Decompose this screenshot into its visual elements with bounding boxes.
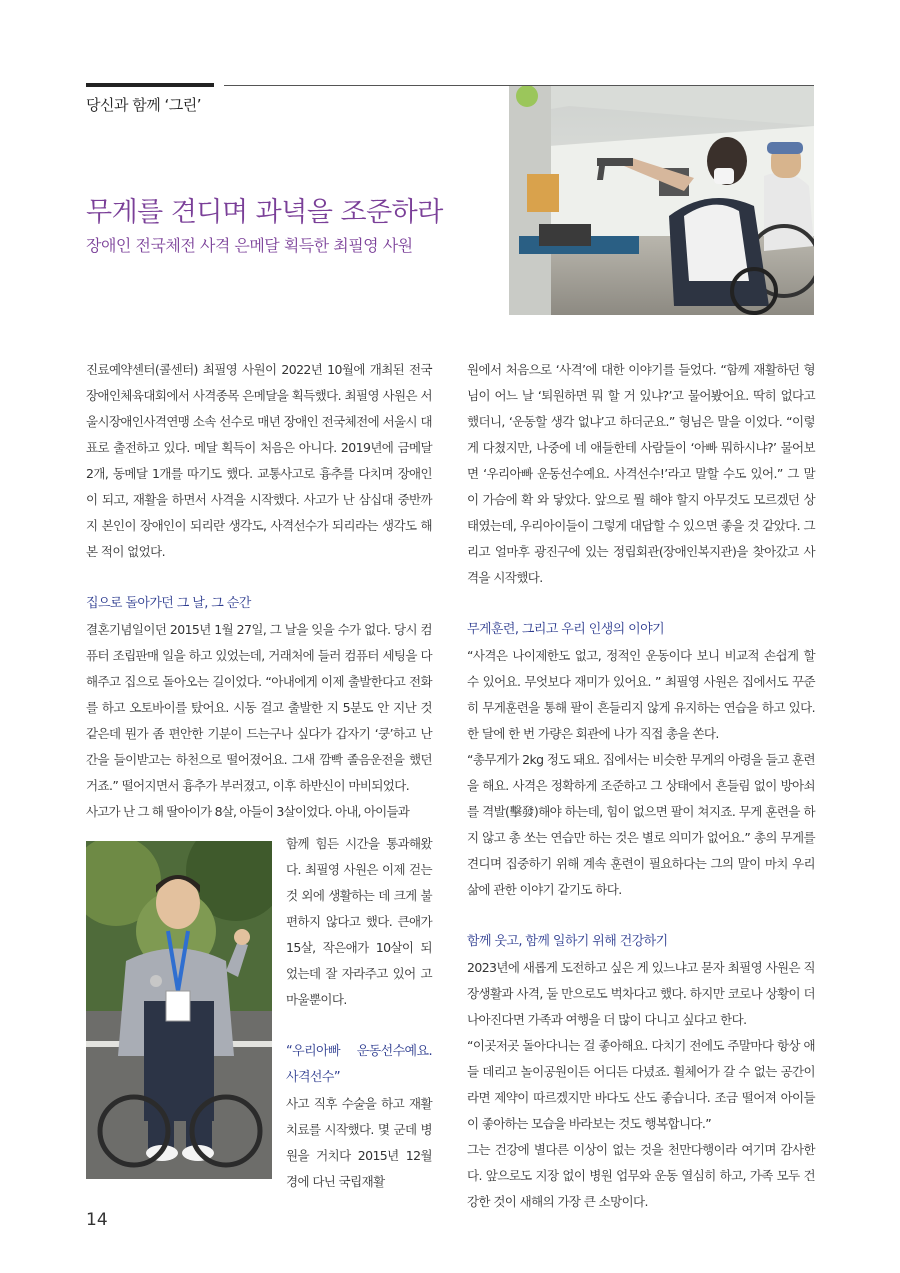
story-paragraph-5: “사격은 나이제한도 없고, 정적인 운동이다 보니 비교적 손쉽게 할 수 있어요. 무엇보다 재미가 있어요. ” 최필영 사원은 집에서도 꾸준히 무게훈련을 통해 팔이 흔들리지 않게 유지하는 연습을 하고 있다. 한 달에 한 번 가량은 회관에 나가 직접 총을 쏜다. xyxy=(467,648,815,741)
story-paragraph-7: 2023년에 새롭게 도전하고 싶은 게 있느냐고 묻자 최필영 사원은 직장생활과 사격, 둘 만으로도 벅차다고 했다. 하지만 코로나 상황이 더 나아진다면 가족과 여행을 더 많이 다니고 싶다고 한다. xyxy=(467,960,815,1027)
story-paragraph-3: 사고 직후 수술을 하고 재활치료를 시작했다. 몇 군데 병원을 거치다 2015년 12월경에 다닌 국립재활 xyxy=(286,1096,432,1189)
story-paragraph-2-wrap: 함께 힘든 시간을 통과해왔다. 최필영 사원은 이제 걷는 것 외에 생활하는 데 크게 불편하지 않다고 했다. 큰애가 15살, 작은애가 10살이 되었는데 잘 자라주고 있어 고마울뿐이다. xyxy=(286,836,432,1007)
shooting-range-photo xyxy=(509,86,814,315)
story-paragraph-2-lead: 사고가 난 그 해 딸아이가 8살, 아들이 3살이었다. 아내, 아이들과 xyxy=(86,804,409,819)
intro-paragraph: 진료예약센터(콜센터) 최필영 사원이 2022년 10월에 개최된 전국장애인체육대회에서 사격종목 은메달을 획득했다. 최필영 사원은 서울시장애인사격연맹 소속 선수로 매년 장애인 전국체전에 서울시 대표로 출전하고 있다. 메달 획득이 처음은 아니다. 2019년에 금메달 2개, 동메달 1개를 따기도 했다. 교통사고로 흉추를 다치며 장애인이 되고, 재활을 하면서 사격을 시작했다. 사고가 난 삼십대 중반까지 본인이 장애인이 되리란 생각도, 사격선수가 되리라는 생각도 해본 적이 없었다. xyxy=(86,362,432,559)
right-column xyxy=(467,357,815,1215)
section-heading-2: 무게훈련, 그리고 우리 인생의 이야기 xyxy=(467,622,665,637)
story-paragraph-1: 결혼기념일이던 2015년 1월 27일, 그 날을 잊을 수가 없다. 당시 컴퓨터 조립판매 일을 하고 있었는데, 거래처에 들러 컴퓨터 세팅을 다 해주고 집으로 돌아오는 길이었다. “아내에게 이제 출발한다고 전화를 하고 오토바이를 탔어요. 시동 걸고 출발한 지 5분도 안 지난 것 같은데 뭔가 좀 편안한 기분이 드는구나 싶다가 갑자기 ‘쿵’하고 난간을 들이받고는 하천으로 떨어졌어요. 그새 깜빡 졸음운전을 했던 거죠.” 떨어지면서 흉추가 부러졌고, 이후 하반신이 마비되었다. xyxy=(86,622,432,793)
quote-heading: “우리아빠 운동선수예요. 사격선수” xyxy=(286,1044,432,1085)
section-heading-1: 집으로 돌아가던 그 날, 그 순간 xyxy=(86,596,251,611)
page-title: 무게를 견디며 과녁을 조준하라 xyxy=(86,197,443,228)
story-paragraph-4: 원에서 처음으로 ‘사격’에 대한 이야기를 들었다. “함께 재활하던 형님이 어느 날 ‘퇴원하면 뭐 할 거 있냐?’고 물어봤어요. 딱히 없다고 했더니, ‘운동할 생각 없냐’고 하더군요.” 형님은 말을 이었다. “이렇게 다쳤지만, 나중에 네 애들한테 사람들이 ‘아빠 뭐하시냐?’ 물어보면 ‘우리아빠 운동선수예요. 사격선수!’라고 말할 수도 있어.” 그 말이 가슴에 확 와 닿았다. 앞으로 뭘 해야 할지 아무것도 모르겠던 상태였는데, 우리아이들이 그렇게 대답할 수 있으면 좋을 것 같았다. 그리고 얼마후 광진구에 있는 정립회관(장애인복지관)을 찾아갔고 사격을 시작했다. xyxy=(467,362,815,585)
left-wrap-column xyxy=(286,831,432,1195)
section-heading-3: 함께 웃고, 함께 일하기 위해 건강하기 xyxy=(467,934,668,949)
page-subtitle: 장애인 전국체전 사격 은메달 획득한 최필영 사원 xyxy=(86,236,413,255)
section-bar xyxy=(86,83,214,87)
section-label: 당신과 함께 ‘그린’ xyxy=(86,96,202,114)
left-column xyxy=(86,357,432,825)
wheelchair-athlete-photo xyxy=(86,841,272,1179)
story-paragraph-8: “이곳저곳 돌아다니는 걸 좋아해요. 다치기 전에도 주말마다 항상 애들 데리고 놀이공원이든 어디든 다녔죠. 휠체어가 갈 수 없는 공간이라면 제약이 따르겠지만 바다도 산도 좋습니다. 조금 떨어져 아이들이 좋아하는 모습을 바라보는 것도 행복합니다.” xyxy=(467,1038,815,1131)
story-paragraph-6: “총무게가 2kg 정도 돼요. 집에서는 비슷한 무게의 아령을 들고 훈련을 해요. 사격은 정확하게 조준하고 그 상태에서 흔들림 없이 방아쇠를 격발(擊發)해야 하는데, 힘이 없으면 팔이 쳐지죠. 무게 훈련을 하지 않고 총 쏘는 연습만 하는 것은 별로 의미가 없어요.” 총의 무게를 견디며 집중하기 위해 계속 훈련이 필요하다는 그의 말이 마치 우리 삶에 관한 이야기 같기도 하다. xyxy=(467,752,815,897)
story-paragraph-9: 그는 건강에 별다른 이상이 없는 것을 천만다행이라 여기며 감사한다. 앞으로도 지장 없이 병원 업무와 운동 열심히 하고, 가족 모두 건강한 것이 새해의 가장 큰 소망이다. xyxy=(467,1142,815,1209)
page-number: 14 xyxy=(86,1210,108,1230)
